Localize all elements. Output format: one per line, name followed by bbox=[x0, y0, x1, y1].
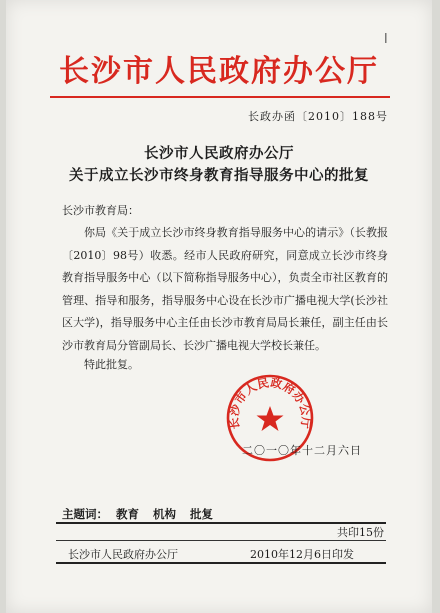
footer-middle-rule bbox=[56, 540, 386, 541]
addressee: 长沙市教育局： bbox=[62, 204, 139, 217]
subject-label: 主题词： bbox=[62, 507, 108, 521]
subject-keywords bbox=[62, 506, 213, 522]
closing-phrase: 特此批复。 bbox=[84, 358, 139, 371]
document-number: 长政办函〔2010〕188号 bbox=[248, 110, 388, 123]
document-title-line-2: 关于成立长沙市终身教育指导服务中心的批复 bbox=[69, 167, 369, 184]
body-paragraph: 你局《关于成立长沙市终身教育指导服务中心的请示》（长教报〔2010〕98号）收悉。经市人民政府研究，同意成立长沙市终身教育指导服务中心（以下简称指导服务中心），负责全市社区教育的管理、指导和服务，指导服务中心设在长沙市广播电视大学(长沙社区大学)，指导服务中心主任由长沙市教育局局长兼任，副主任由长沙市教育局分管副局长、长沙广播电视大学校长兼任。 bbox=[62, 226, 388, 352]
signature-date: 二〇一〇年十二月六日 bbox=[242, 444, 362, 457]
subject-keyword: 批复 bbox=[190, 507, 213, 521]
print-copies: 共印15份 bbox=[337, 526, 384, 539]
document-page bbox=[6, 0, 432, 613]
footer-print-date: 2010年12月6日印发 bbox=[250, 548, 354, 561]
issuing-organization-header: 长沙市人民政府办公厅 bbox=[59, 54, 379, 89]
footer-bottom-rule bbox=[56, 562, 386, 564]
svg-text:长沙市人民政府办公厅: 长沙市人民政府办公厅 bbox=[226, 375, 314, 431]
header-red-rule bbox=[50, 96, 390, 98]
handwritten-mark: l bbox=[384, 32, 388, 47]
subject-keyword: 机构 bbox=[153, 507, 176, 521]
footer-issuer: 长沙市人民政府办公厅 bbox=[68, 548, 178, 561]
document-title-line-1: 长沙市人民政府办公厅 bbox=[144, 145, 294, 162]
subject-keyword: 教育 bbox=[116, 507, 139, 521]
